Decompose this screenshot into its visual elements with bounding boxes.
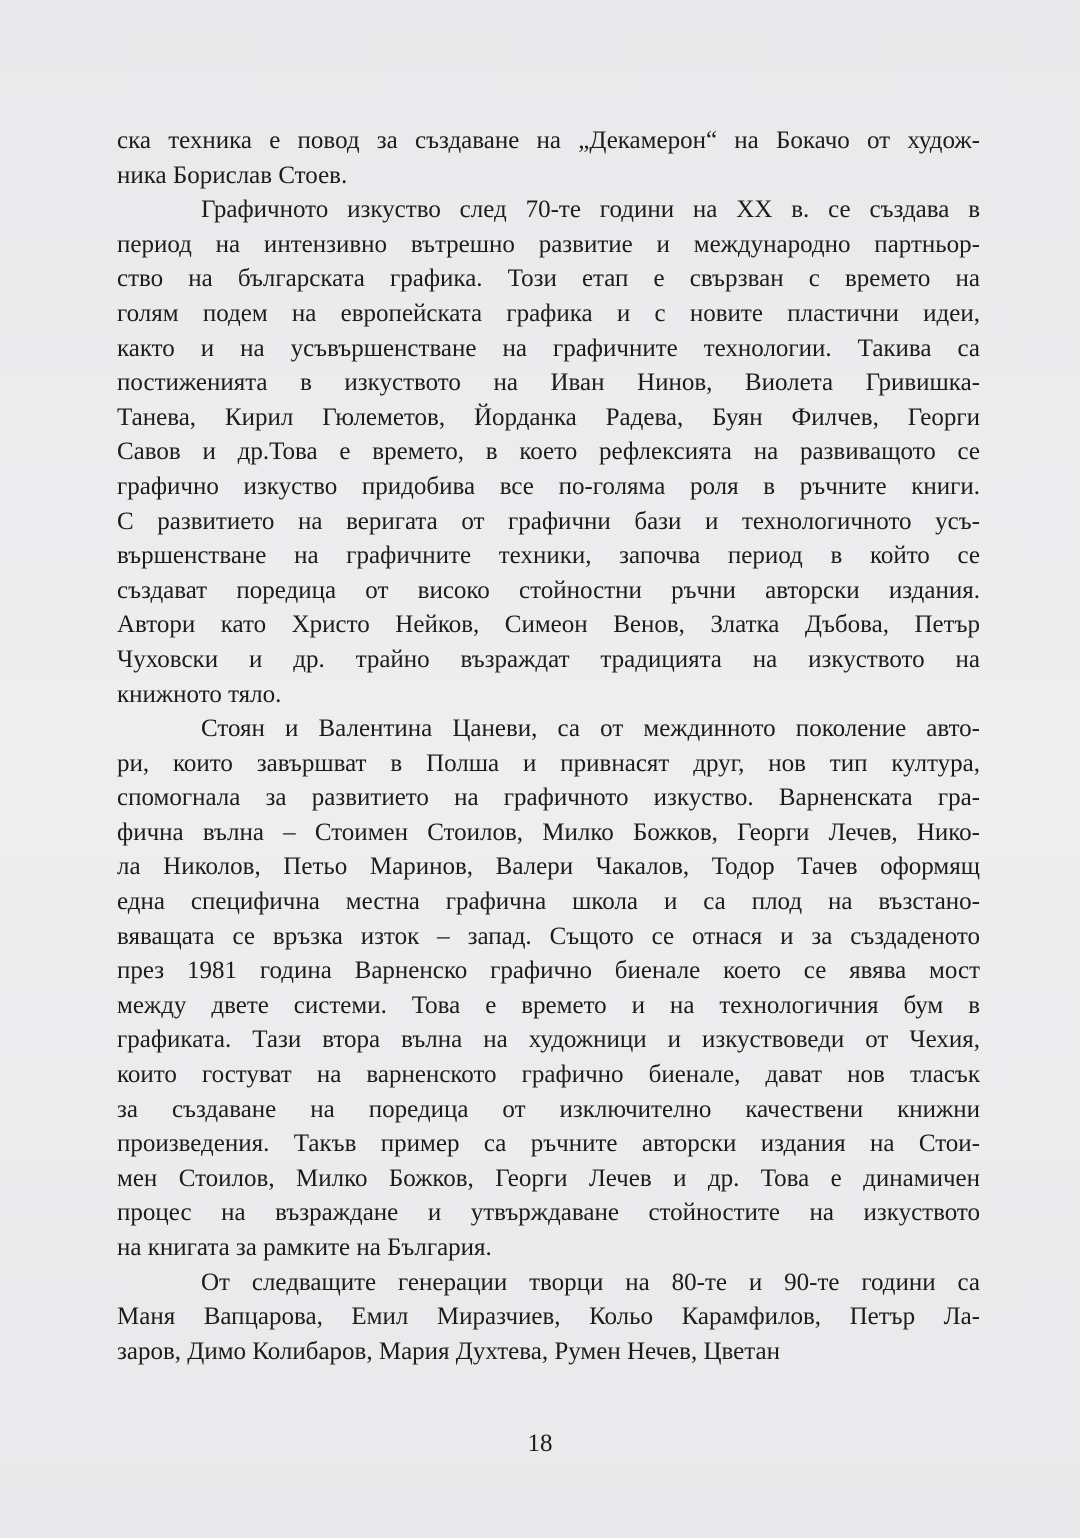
text-line: Танева, Кирил Гюлеметов, Йорданка Радева, Буян Филчев, Георги bbox=[117, 403, 980, 431]
text-line: книжното тяло. bbox=[117, 680, 282, 708]
text-line: период на интензивно вътрешно развитие и международно партньор- bbox=[117, 230, 980, 258]
text-line: ство на българската графика. Този етап е свързван с времето на bbox=[117, 265, 980, 293]
text-line: мен Стоилов, Милко Божков, Георги Лечев и др. Това е динамичен bbox=[117, 1164, 980, 1192]
text-line: голям подем на европейската графика и с новите пластични идеи, bbox=[117, 299, 980, 327]
text-line: създават поредица от високо стойностни ръчни авторски издания. bbox=[117, 576, 980, 604]
body-text bbox=[117, 124, 980, 1369]
text-line: ла Николов, Петьо Маринов, Валери Чакалов, Тодор Тачев оформящ bbox=[117, 853, 980, 881]
text-line: произведения. Такъв пример са ръчните авторски издания на Стои- bbox=[117, 1130, 980, 1158]
text-line: постиженията в изкуството на Иван Нинов, Виолета Гривишка- bbox=[117, 369, 980, 397]
page-number: 18 bbox=[527, 1430, 553, 1457]
text-line: една специфична местна графична школа и са плод на възстано- bbox=[117, 888, 980, 916]
text-line: Маня Вапцарова, Емил Миразчиев, Кольо Карамфилов, Петър Ла- bbox=[117, 1303, 980, 1331]
text-line: С развитието на веригата от графични бази и технологичното усъ- bbox=[117, 507, 980, 535]
text-line: От следващите генерации творци на 80-те и 90-те години са bbox=[201, 1268, 980, 1296]
text-line: Савов и др.Това е времето, в което рефлексията на развиващото се bbox=[117, 438, 980, 466]
text-line: за създаване на поредица от изключително качествени книжни bbox=[117, 1095, 980, 1123]
text-line: Стоян и Валентина Цаневи, са от междинното поколение авто- bbox=[201, 715, 980, 743]
text-line: фична вълна – Стоимен Стоилов, Милко Божков, Георги Лечев, Нико- bbox=[117, 818, 980, 846]
paragraph bbox=[117, 124, 980, 193]
paragraph bbox=[117, 1266, 980, 1370]
text-line: Графичното изкуство след 70-те години на XX в. се създава в bbox=[201, 196, 980, 224]
text-line: графично изкуство придобива все по-голяма роля в ръчните книги. bbox=[117, 472, 980, 500]
text-line: заров, Димо Колибаров, Мария Духтева, Румен Нечев, Цветан bbox=[117, 1337, 780, 1365]
text-line: спомогнала за развитието на графичното изкуство. Варненската гра- bbox=[117, 784, 980, 812]
text-line: между двете системи. Това е времето и на технологичния бум в bbox=[117, 991, 980, 1019]
paragraph bbox=[117, 712, 980, 1266]
text-line: Чуховски и др. трайно възраждат традицията на изкуството на bbox=[117, 645, 980, 673]
text-line: ри, които завършват в Полша и привнасят друг, нов тип култура, bbox=[117, 749, 980, 777]
text-line: които гостуват на варненското графично биенале, дават нов тласък bbox=[117, 1061, 980, 1089]
text-line: през 1981 година Варненско графично биенале което се явява мост bbox=[117, 957, 980, 985]
text-line: графиката. Тази втора вълна на художници и изкуствоведи от Чехия, bbox=[117, 1026, 980, 1054]
text-line: ника Борислав Стоев. bbox=[117, 161, 348, 189]
paragraph bbox=[117, 193, 980, 712]
text-line: процес на възраждане и утвърждаване стойностите на изкуството bbox=[117, 1199, 980, 1227]
text-line: както и на усъвършенстване на графичните технологии. Такива са bbox=[117, 334, 980, 362]
text-line: ска техника е повод за създаване на „Декамерон“ на Бокачо от худож- bbox=[117, 127, 980, 154]
text-line: на книгата за рамките на България. bbox=[117, 1234, 492, 1261]
text-line: Автори като Христо Нейков, Симеон Венов, Златка Дъбова, Петър bbox=[117, 611, 980, 639]
text-line: вяващата се връзка изток – запад. Същото се отнася и за създаденото bbox=[117, 922, 980, 950]
text-line: вършенстване на графичните техники, започва период в който се bbox=[117, 542, 980, 570]
